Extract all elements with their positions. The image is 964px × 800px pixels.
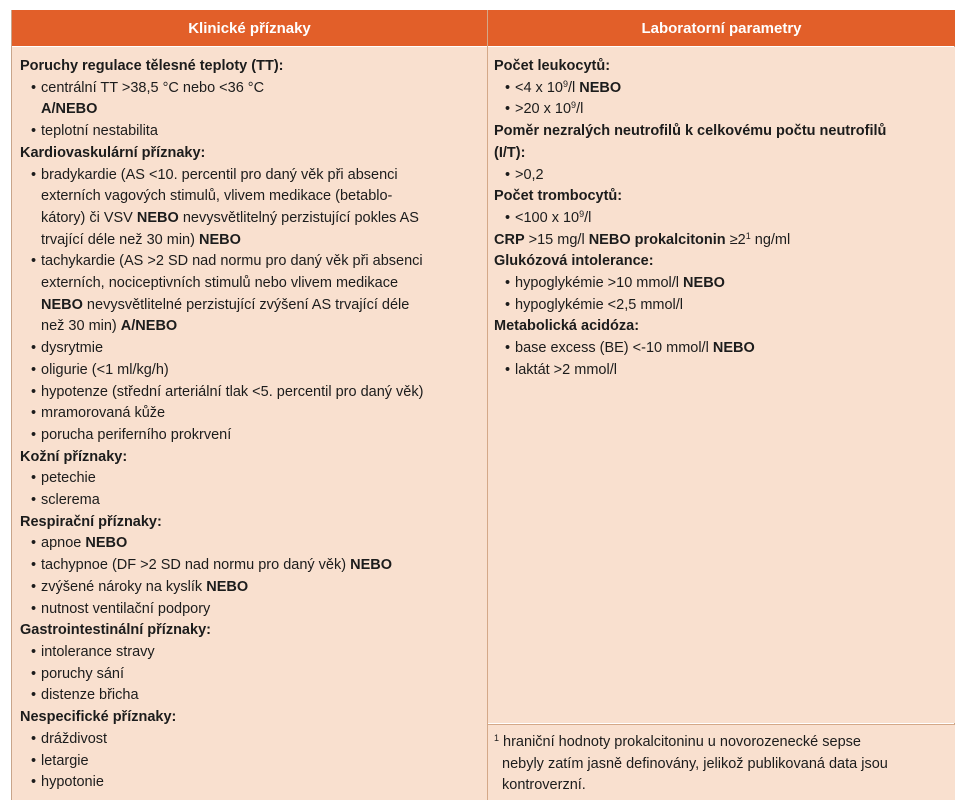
section-heading-respiratory: Respirační příznaky: [20, 513, 162, 530]
list-item-continuation [20, 316, 481, 338]
text-run: /l [576, 101, 584, 118]
text-run: tachypnoe (DF >2 SD nad normu pro daný věk) [41, 557, 351, 574]
text-run: ng/ml [750, 231, 791, 248]
list-item-continuation [20, 208, 481, 230]
list-item: • petechie [20, 468, 481, 490]
list-item: • teplotní nestabilita [20, 121, 481, 143]
section-heading-skin: Kožní příznaky: [20, 448, 128, 465]
section-heading-glucose: Glukózová intolerance: [494, 253, 654, 270]
list-item [494, 273, 949, 295]
superscript: 9 [562, 78, 568, 89]
list-item [20, 577, 481, 599]
text-run: trvající déle než 30 min) [41, 231, 199, 248]
header-laboratory: Laboratorní parametry [488, 10, 955, 46]
crp-procalcitonin-line [494, 230, 949, 252]
header-clinical: Klinické příznaky [12, 10, 487, 46]
list-item: • intolerance stravy [20, 642, 481, 664]
list-item-connector: A/NEBO [41, 101, 98, 118]
superscript: 9 [579, 208, 585, 219]
section-heading-nonspecific: Nespecifické příznaky: [20, 709, 177, 726]
text-run: nevysvětlitelný perzistující pokles AS [178, 209, 419, 226]
list-item: • dráždivost [20, 729, 481, 751]
list-item: • distenze břicha [20, 685, 481, 707]
list-item: • mramorovaná kůže [20, 403, 481, 425]
superscript: 9 [571, 100, 577, 111]
criteria-table [11, 10, 955, 800]
text-run: /l [567, 79, 580, 96]
list-item [494, 338, 949, 360]
list-item: • dysrytmie [20, 338, 481, 360]
clinical-column [12, 47, 487, 800]
text-run: >15 mg/l [524, 231, 589, 248]
list-item [20, 555, 481, 577]
text-run: apnoe [41, 535, 86, 552]
list-item: • porucha periferního prokrvení [20, 425, 481, 447]
list-item: • bradykardie (AS <10. percentil pro daný věk při absenci [20, 165, 481, 187]
list-item: • oligurie (<1 ml/kg/h) [20, 360, 481, 382]
footnote-reference: 1 [745, 230, 751, 241]
list-item [20, 533, 481, 555]
list-item-continuation [20, 295, 481, 317]
list-item: • centrální TT >38,5 °C nebo <36 °C [20, 78, 481, 100]
footnote-cell [488, 724, 955, 800]
footnote-line [494, 732, 949, 754]
text-run-bold: NEBO [350, 557, 392, 574]
text-run: zvýšené nároky na kyslík [41, 578, 207, 595]
text-run-bold: NEBO [206, 578, 249, 595]
list-item: • hypoglykémie <2,5 mmol/l [494, 295, 949, 317]
list-item: • laktát >2 mmol/l [494, 360, 949, 382]
text-run-bold: NEBO [85, 535, 128, 552]
list-item [494, 78, 949, 100]
list-item-continuation [20, 230, 481, 252]
footnote-line: nebyly zatím jasně definovány, jelikož publikovaná data jsou [502, 755, 888, 772]
section-heading-temperature: Poruchy regulace tělesné teploty (TT): [20, 58, 284, 74]
text-run-bold: NEBO [41, 296, 83, 313]
list-item [494, 99, 949, 121]
list-item-continuation: externích vagových stimulů, vlivem medikace (betablo- [41, 188, 393, 205]
section-heading-it-ratio-cont: (I/T): [494, 144, 526, 161]
text-run-bold: NEBO [683, 275, 725, 292]
list-item: • sclerema [20, 490, 481, 512]
text-run: kátory) či VSV [41, 209, 137, 226]
section-heading-gastrointestinal: Gastrointestinální příznaky: [20, 622, 211, 639]
text-run: hraniční hodnoty prokalcitoninu u novorozenecké sepse [499, 734, 861, 750]
list-item: • tachykardie (AS >2 SD nad normu pro daný věk při absenci [20, 251, 481, 273]
list-item: • poruchy sání [20, 664, 481, 686]
laboratory-column [488, 47, 955, 723]
text-run-bold: NEBO [712, 340, 755, 357]
text-run: base excess (BE) <-10 mmol/l [515, 340, 713, 357]
section-heading-leukocytes: Počet leukocytů: [494, 58, 611, 74]
text-run-bold: NEBO [198, 231, 241, 248]
list-item: • letargie [20, 751, 481, 773]
footnote-line: kontroverzní. [502, 777, 586, 793]
list-item: • nutnost ventilační podpory [20, 599, 481, 621]
text-run: /l [584, 209, 592, 226]
list-item [494, 208, 949, 230]
text-run-bold: CRP [494, 231, 525, 248]
list-item: • hypotenze (střední arteriální tlak <5. percentil pro daný věk) [20, 382, 481, 404]
footnote-mark: 1 [494, 733, 500, 743]
text-run: hypoglykémie >10 mmol/l [515, 275, 684, 292]
section-heading-platelets: Počet trombocytů: [494, 188, 623, 205]
text-run-bold: A/NEBO [120, 318, 178, 335]
section-heading-cardiovascular: Kardiovaskulární příznaky: [20, 144, 206, 161]
text-run-bold: NEBO [136, 209, 179, 226]
text-run: <100 x 10 [515, 209, 580, 226]
section-heading-acidosis: Metabolická acidóza: [494, 318, 640, 335]
text-run: nevysvětlitelné perzistující zvýšení AS trvající déle [82, 296, 410, 313]
text-run-bold: NEBO [579, 79, 622, 96]
list-item-continuation: externích, nociceptivních stimulů nebo vlivem medikace [41, 275, 399, 292]
text-run: ≥2 [725, 231, 746, 248]
text-run: než 30 min) [41, 318, 121, 335]
text-run-bold: NEBO prokalcitonin [588, 231, 726, 248]
list-item: • hypotonie [20, 772, 481, 794]
list-item: • >0,2 [494, 165, 949, 187]
text-run: <4 x 10 [515, 79, 563, 96]
section-heading-it-ratio: Poměr nezralých neutrofilů k celkovému počtu neutrofilů [494, 123, 887, 140]
text-run: >20 x 10 [515, 101, 572, 118]
